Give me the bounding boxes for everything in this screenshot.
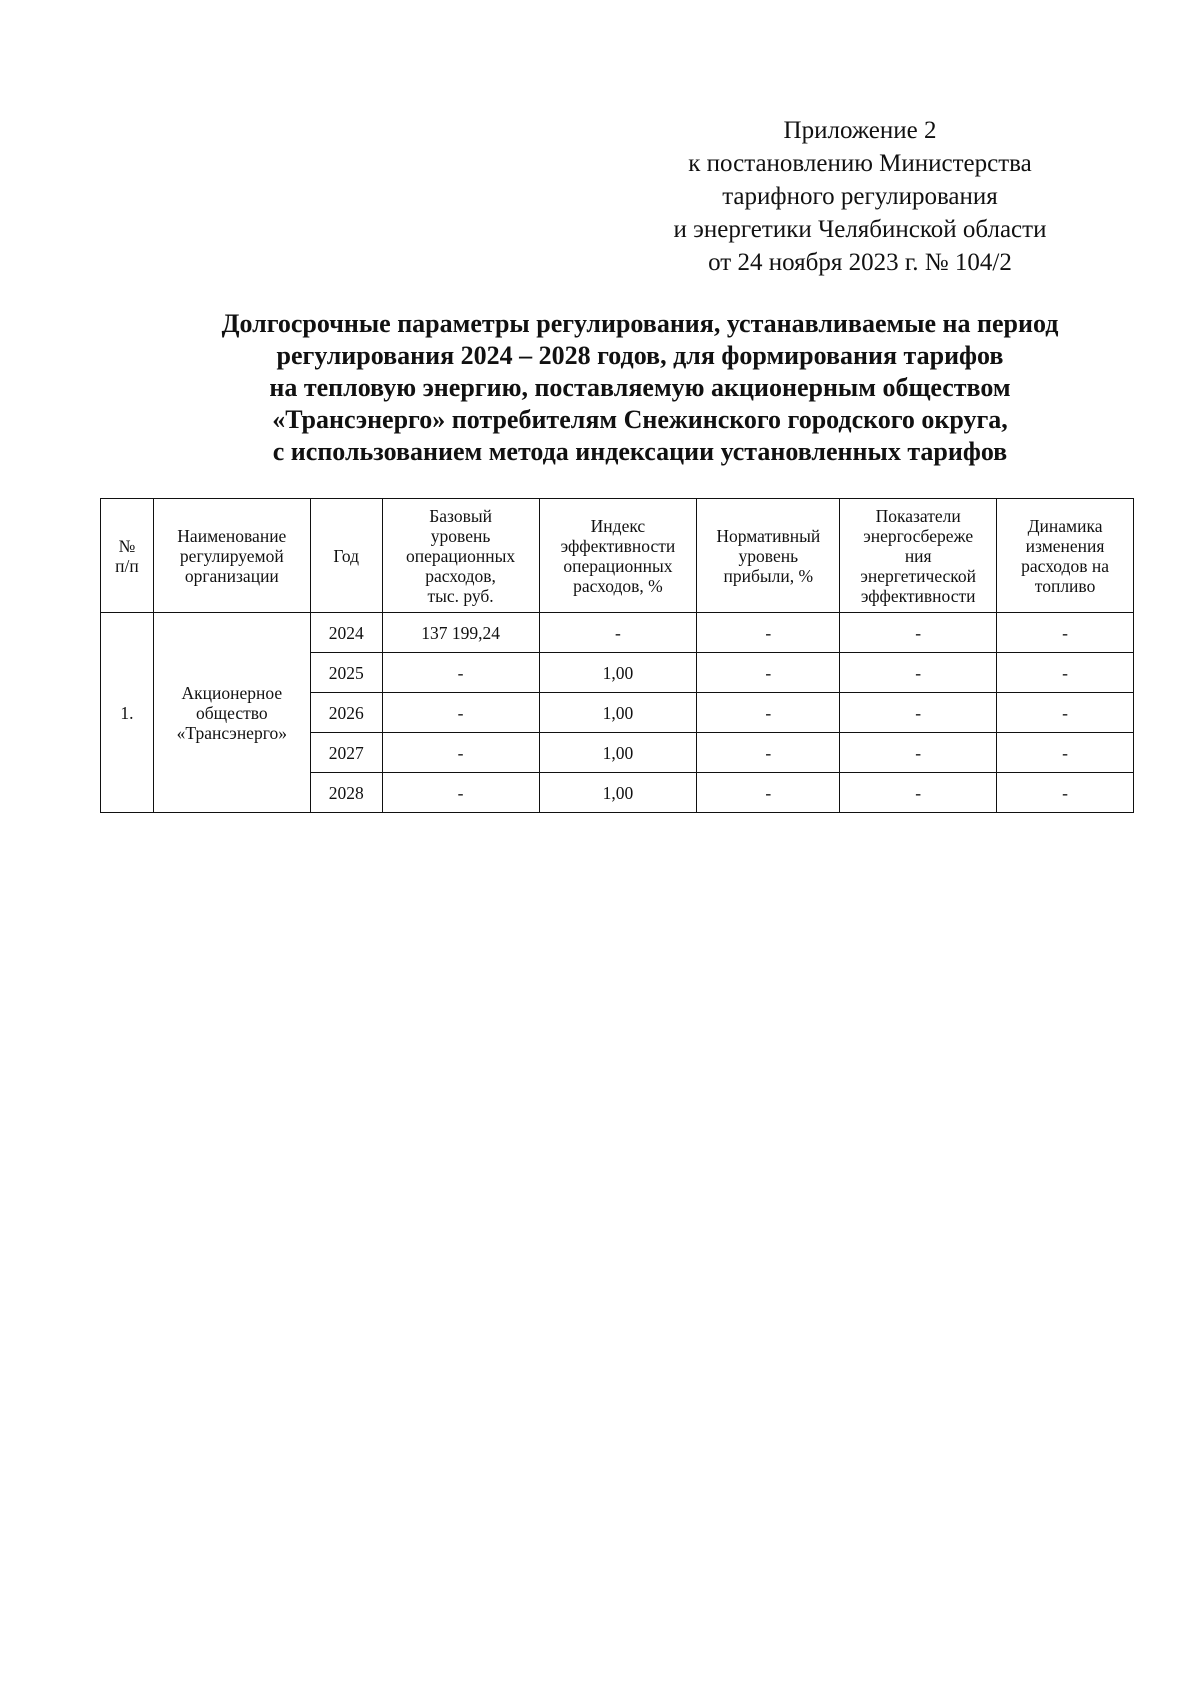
base-level-cell: - — [382, 693, 539, 733]
appendix-line: тарифного регулирования — [722, 183, 998, 210]
appendix-line: к постановлению Министерства — [688, 150, 1032, 177]
title-line: Долгосрочные параметры регулирования, устанавливаемые на период — [221, 309, 1059, 338]
row-number-cell: 1. — [101, 613, 154, 813]
fuel-dynamics-cell: - — [997, 733, 1134, 773]
profit-level-cell: - — [697, 733, 840, 773]
table-row — [101, 613, 1134, 653]
base-level-cell: - — [382, 653, 539, 693]
base-level-cell: 137 199,24 — [382, 613, 539, 653]
profit-level-cell: - — [697, 693, 840, 733]
year-cell: 2027 — [310, 733, 382, 773]
year-cell: 2028 — [310, 773, 382, 813]
fuel-dynamics-cell: - — [997, 613, 1134, 653]
energy-saving-cell: - — [840, 773, 997, 813]
title-line: регулирования 2024 – 2028 годов, для формирования тарифов — [276, 341, 1004, 370]
efficiency-index-cell: 1,00 — [539, 653, 697, 693]
appendix-line: Приложение 2 — [783, 117, 937, 144]
title-line: на тепловую энергию, поставляемую акционерным обществом — [269, 373, 1011, 402]
year-cell: 2026 — [310, 693, 382, 733]
table-header-row — [101, 499, 1134, 613]
appendix-line: от 24 ноября 2023 г. № 104/2 — [708, 249, 1012, 276]
profit-level-cell: - — [697, 773, 840, 813]
document-title — [140, 308, 1140, 468]
energy-saving-cell: - — [840, 613, 997, 653]
fuel-dynamics-cell: - — [997, 773, 1134, 813]
header-year: Год — [310, 499, 382, 613]
year-cell: 2025 — [310, 653, 382, 693]
header-efficiency-index: Индекс эффективности операционных расходов, % — [539, 499, 697, 613]
title-line: с использованием метода индексации установленных тарифов — [272, 437, 1008, 466]
fuel-dynamics-cell: - — [997, 653, 1134, 693]
organization-cell: Акционерное общество «Трансэнерго» — [153, 613, 310, 813]
profit-level-cell: - — [697, 653, 840, 693]
profit-level-cell: - — [697, 613, 840, 653]
year-cell: 2024 — [310, 613, 382, 653]
fuel-dynamics-cell: - — [997, 693, 1134, 733]
base-level-cell: - — [382, 773, 539, 813]
appendix-line: и энергетики Челябинской области — [673, 216, 1047, 243]
efficiency-index-cell: 1,00 — [539, 733, 697, 773]
efficiency-index-cell: 1,00 — [539, 773, 697, 813]
energy-saving-cell: - — [840, 693, 997, 733]
efficiency-index-cell: - — [539, 613, 697, 653]
header-energy-saving: Показатели энергосбереже ния энергетической эффективности — [840, 499, 997, 613]
header-organization: Наименование регулируемой организации — [153, 499, 310, 613]
header-profit-level: Нормативный уровень прибыли, % — [697, 499, 840, 613]
header-fuel-dynamics: Динамика изменения расходов на топливо — [997, 499, 1134, 613]
title-line: «Трансэнерго» потребителям Снежинского городского округа, — [272, 405, 1008, 434]
energy-saving-cell: - — [840, 733, 997, 773]
appendix-reference — [640, 114, 1080, 279]
efficiency-index-cell: 1,00 — [539, 693, 697, 733]
header-base-level: Базовый уровень операционных расходов, тыс. руб. — [382, 499, 539, 613]
regulation-parameters-table — [100, 498, 1134, 813]
header-number: № п/п — [101, 499, 154, 613]
base-level-cell: - — [382, 733, 539, 773]
energy-saving-cell: - — [840, 653, 997, 693]
